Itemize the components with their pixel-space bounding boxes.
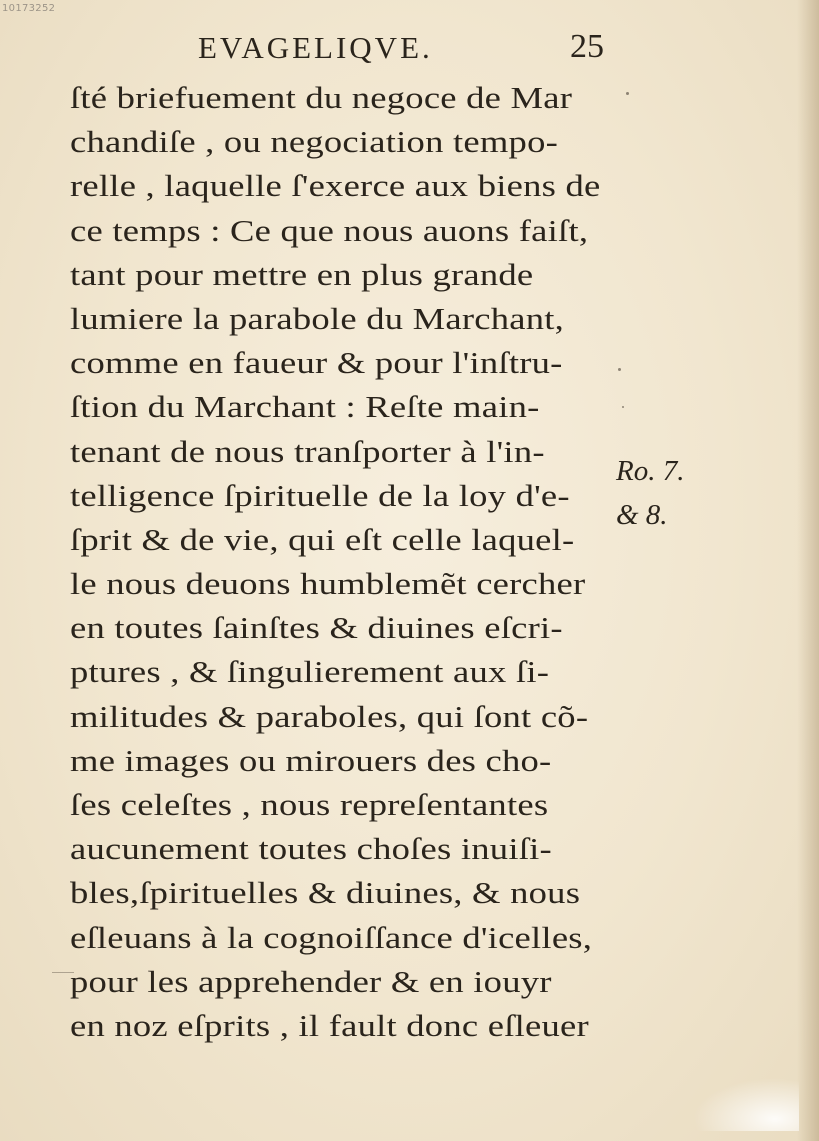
text-line: pour les apprehender & en iouyr: [70, 963, 552, 999]
text-line: relle , laquelle ſ'exerce aux biens de: [70, 168, 601, 204]
text-line: ce temps : Ce que nous auons faiſt,: [70, 212, 589, 248]
page-edge-shadow: [797, 0, 819, 1141]
text-line: ptures , & ſingulierement aux ſi-: [70, 654, 550, 690]
running-title: EVAGELIQVE.: [198, 30, 433, 65]
ink-speck: [618, 368, 621, 371]
text-line: ſtion du Marchant : Reſte main-: [70, 389, 540, 425]
text-line: militudes & paraboles, qui ſont cõ-: [70, 698, 589, 734]
text-line: comme en faueur & pour l'inſtru-: [70, 345, 563, 381]
margin-note-line: & 8.: [616, 499, 668, 531]
margin-note: [616, 455, 746, 555]
ink-speck: [52, 972, 74, 973]
text-line: me images ou mirouers des cho-: [70, 742, 552, 778]
text-line: chandiſe , ou negociation tempo-: [70, 124, 559, 160]
text-line: le nous deuons humblemẽt cercher: [70, 566, 586, 602]
text-line: lumiere la parabole du Marchant,: [70, 300, 565, 336]
ink-speck: [626, 92, 629, 95]
text-line: ſprit & de vie, qui eſt celle laquel-: [70, 521, 575, 557]
text-line: ſté briefuement du negoce de Mar: [70, 80, 573, 115]
text-line: telligence ſpirituelle de la loy d'e-: [70, 477, 570, 513]
page-header: [160, 30, 630, 74]
text-line: aucunement toutes choſes inuiſi-: [70, 831, 552, 867]
text-line: en noz eſprits , il fault donc eſleuer: [70, 1007, 589, 1043]
text-line: bles,ſpirituelles & diuines, & nous: [70, 875, 581, 911]
shelfmark-label: 10173252: [2, 3, 56, 14]
text-line: tenant de nous tranſporter à l'in-: [70, 433, 545, 469]
paper-wear-mark: [679, 1071, 799, 1131]
margin-note-line: Ro. 7.: [616, 455, 685, 487]
ink-speck: [622, 406, 624, 408]
text-line: ſes celeſtes , nous repreſentantes: [70, 787, 549, 822]
text-line: en toutes ſainſtes & diuines eſcri-: [70, 610, 563, 646]
page-number: 25: [570, 28, 604, 65]
text-line: eſleuans à la cognoiſſance d'icelles,: [70, 919, 593, 955]
text-line: tant pour mettre en plus grande: [70, 256, 534, 292]
body-text: [70, 76, 630, 1048]
